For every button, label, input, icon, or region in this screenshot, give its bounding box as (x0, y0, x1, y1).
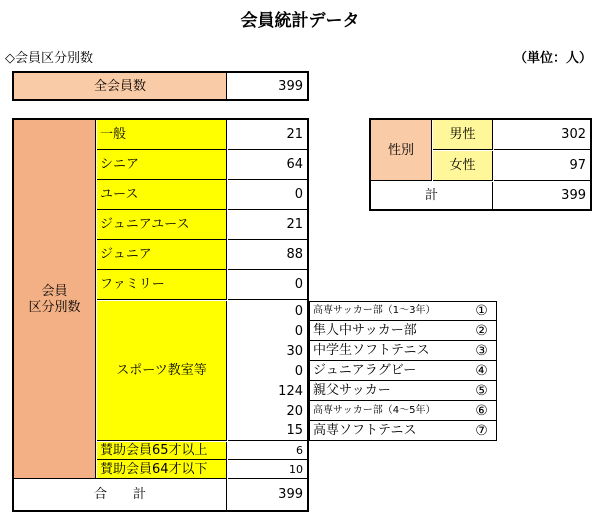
female-value: 97 (494, 151, 590, 181)
category-header-line2: 区分別数 (28, 299, 81, 315)
sports-school-label: スポーツ教室等 (97, 301, 227, 441)
female-label: 女性 (433, 151, 493, 181)
sports-item-name: 親父サッカー (309, 381, 468, 401)
gender-header: 性別 (371, 120, 432, 181)
sports-item-number: ② (467, 321, 497, 341)
category-row-label: ユース (97, 180, 227, 210)
male-label: 男性 (433, 120, 493, 150)
category-row-value: 88 (228, 240, 307, 270)
sports-item-value: 30 (228, 341, 307, 361)
sports-item-name: ジュニアラグビー (309, 361, 468, 381)
supporter-row-value: 10 (228, 460, 307, 478)
category-row-label: 一般 (97, 120, 227, 150)
sports-item-name: 高専ソフトテニス (309, 421, 468, 441)
total-members-label: 全会員数 (14, 73, 227, 99)
gender-total-value: 399 (494, 182, 590, 209)
gender-total-label: 計 (371, 182, 493, 209)
male-value: 302 (494, 120, 590, 150)
sports-item-value: 20 (228, 401, 307, 421)
sports-item-number: ⑥ (467, 401, 497, 421)
sports-item-value: 0 (228, 321, 307, 341)
sports-item-name: 高専サッカー部（4～5年） (309, 401, 468, 421)
sports-item-value: 124 (228, 381, 307, 401)
section-subtitle: ◇会員区分別数 (5, 51, 93, 66)
sports-item-number: ③ (467, 341, 497, 361)
sports-item-value: 0 (228, 301, 307, 321)
category-row-value: 64 (228, 150, 307, 180)
category-row-value: 0 (228, 180, 307, 210)
category-row-label: ジュニアユース (97, 210, 227, 240)
category-header (14, 120, 96, 478)
sports-item-name: 中学生ソフトテニス (309, 341, 468, 361)
sports-item-number: ⑦ (467, 421, 497, 441)
sports-item-number: ④ (467, 361, 497, 381)
total-members-value: 399 (228, 73, 307, 99)
page-title: 会員統計データ (240, 11, 360, 31)
category-row-label: シニア (97, 150, 227, 180)
sports-item-name: 高専サッカー部（1～3年） (309, 301, 468, 321)
supporter-row-label: 賛助会員65才以上 (97, 442, 227, 460)
supporter-row-value: 6 (228, 442, 307, 460)
category-row-value: 0 (228, 270, 307, 300)
sports-item-value: 0 (228, 361, 307, 381)
grand-total-value: 399 (228, 478, 307, 510)
sports-item-number: ⑤ (467, 381, 497, 401)
category-row-value: 21 (228, 120, 307, 150)
category-header-line1: 会員 (41, 283, 68, 299)
supporter-row-label: 賛助会員64才以下 (97, 460, 227, 478)
grand-total-label: 合 計 (14, 478, 227, 510)
category-row-label: ファミリー (97, 270, 227, 300)
sports-item-name: 隼人中サッカー部 (309, 321, 468, 341)
sports-item-number: ① (467, 301, 497, 321)
category-row-label: ジュニア (97, 240, 227, 270)
unit-label: （単位：人） (513, 51, 592, 66)
sports-item-value: 15 (228, 421, 307, 441)
category-row-value: 21 (228, 210, 307, 240)
